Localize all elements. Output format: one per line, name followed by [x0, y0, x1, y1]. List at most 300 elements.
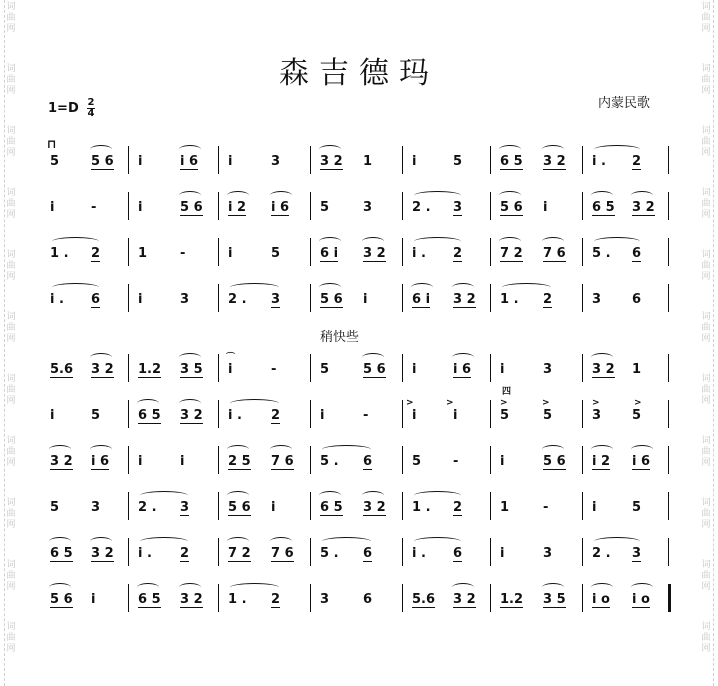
- tie: [230, 399, 279, 408]
- note: 6: [632, 292, 642, 307]
- note: 3: [592, 292, 602, 307]
- watermark-text: 词 曲 网: [6, 126, 16, 158]
- tie: [414, 491, 461, 500]
- slur: [411, 283, 433, 292]
- note: 3 2: [91, 362, 114, 377]
- fermata-mark: ⌒: [226, 353, 236, 363]
- score-line: [40, 350, 680, 388]
- barline: [402, 400, 403, 428]
- score-line: [40, 580, 680, 618]
- slur: [179, 191, 201, 200]
- note: 3: [180, 500, 190, 515]
- barline: [490, 192, 491, 220]
- slur: [137, 399, 159, 408]
- tie: [414, 537, 461, 546]
- note: 3 5: [543, 592, 566, 607]
- accent-mark: >: [542, 398, 550, 408]
- note: 3: [271, 292, 281, 307]
- barline: [128, 492, 129, 520]
- barline: [218, 492, 219, 520]
- slur: [631, 191, 653, 200]
- note: 2: [271, 592, 281, 607]
- barline: [490, 238, 491, 266]
- note: 2: [180, 546, 190, 561]
- barline: [668, 446, 669, 474]
- note: 3: [363, 200, 373, 215]
- tie: [322, 445, 371, 454]
- accent-mark: >: [500, 398, 508, 408]
- slur: [591, 445, 613, 454]
- barline: [218, 192, 219, 220]
- barline: [582, 400, 583, 428]
- slur: [179, 583, 201, 592]
- note: i: [138, 454, 143, 469]
- slur: [49, 537, 71, 546]
- note: 5 .: [320, 454, 339, 469]
- note: 3 2: [632, 200, 655, 215]
- tie: [230, 583, 279, 592]
- watermark-text: 词 曲 网: [701, 622, 711, 654]
- barline: [310, 400, 311, 428]
- note: -: [363, 408, 369, 423]
- note: 6: [632, 246, 642, 261]
- barline: [490, 284, 491, 312]
- note: 1: [500, 500, 510, 515]
- slur: [49, 583, 71, 592]
- note: i 2: [228, 200, 247, 215]
- barline: [490, 538, 491, 566]
- accent-mark: >: [634, 398, 642, 408]
- barline: [582, 284, 583, 312]
- tie: [594, 237, 640, 246]
- slur: [227, 491, 249, 500]
- barline: [128, 538, 129, 566]
- note: i .: [228, 408, 242, 423]
- note: 3 2: [50, 454, 73, 469]
- tie: [140, 537, 188, 546]
- note: 3: [632, 546, 642, 561]
- slur: [179, 145, 201, 154]
- note: i: [138, 292, 143, 307]
- note: i: [500, 454, 505, 469]
- note: 3 2: [543, 154, 566, 169]
- note: 2: [543, 292, 553, 307]
- watermark-text: 词 曲 网: [701, 188, 711, 220]
- accent-mark: >: [406, 398, 414, 408]
- note: 5 6: [543, 454, 566, 469]
- note: i: [320, 408, 325, 423]
- tie: [594, 537, 640, 546]
- slur: [319, 237, 341, 246]
- note: 1 .: [500, 292, 519, 307]
- barline: [490, 492, 491, 520]
- note: i: [412, 362, 417, 377]
- note: 3: [91, 500, 101, 515]
- key-signature: 1=D: [48, 101, 79, 116]
- barline: [668, 238, 669, 266]
- barline: [668, 146, 669, 174]
- score-line: [40, 488, 680, 526]
- note: 6: [91, 292, 101, 307]
- watermark-text: 词 曲 网: [6, 498, 16, 530]
- note: 3 2: [453, 292, 476, 307]
- score-line: [40, 442, 680, 480]
- barline: [128, 400, 129, 428]
- slur: [542, 145, 564, 154]
- note: 5: [453, 154, 463, 169]
- slur: [90, 145, 112, 154]
- watermark-text: 词 曲 网: [6, 2, 16, 34]
- note: 7 2: [228, 546, 251, 561]
- slur: [591, 353, 613, 362]
- slur: [591, 191, 613, 200]
- barline: [218, 146, 219, 174]
- final-barline: [668, 584, 671, 612]
- note: 6 i: [412, 292, 431, 307]
- note: 6: [363, 592, 373, 607]
- watermark-text: 词 曲 网: [6, 622, 16, 654]
- note: 1 .: [228, 592, 247, 607]
- slur: [270, 537, 292, 546]
- song-origin: 内蒙民歌: [598, 96, 651, 111]
- note: 5.6: [412, 592, 436, 607]
- tie: [502, 283, 551, 292]
- note: i .: [412, 246, 426, 261]
- barline: [582, 146, 583, 174]
- barline: [310, 192, 311, 220]
- note: 1: [632, 362, 642, 377]
- slur: [362, 353, 384, 362]
- accent-mark: >: [592, 398, 600, 408]
- score-line: [40, 280, 680, 318]
- note: 1 .: [50, 246, 69, 261]
- note: -: [543, 500, 549, 515]
- note: 3 2: [363, 246, 386, 261]
- watermark-text: 词 曲 网: [701, 312, 711, 344]
- note: 5 6: [50, 592, 73, 607]
- slur: [362, 491, 384, 500]
- watermark-text: 词 曲 网: [701, 436, 711, 468]
- note: i: [91, 592, 96, 607]
- barline: [668, 354, 669, 382]
- note: 2 .: [228, 292, 247, 307]
- slur: [179, 399, 201, 408]
- note: 5 .: [320, 546, 339, 561]
- note: 1 .: [412, 500, 431, 515]
- watermark-text: 词 曲 网: [6, 436, 16, 468]
- note: 3 2: [180, 408, 203, 423]
- note: i 6: [91, 454, 110, 469]
- note: 6: [453, 546, 463, 561]
- bow-mark: ⊓: [47, 137, 57, 151]
- note: -: [271, 362, 277, 377]
- slur: [90, 353, 112, 362]
- section-number: 四: [502, 387, 512, 397]
- note: -: [180, 246, 186, 261]
- tie: [414, 191, 461, 200]
- slur: [137, 583, 159, 592]
- barline: [668, 492, 669, 520]
- note: 1.2: [500, 592, 524, 607]
- barline: [582, 354, 583, 382]
- barline: [490, 400, 491, 428]
- note: 5.6: [50, 362, 74, 377]
- note: 1.2: [138, 362, 162, 377]
- note: 3: [180, 292, 190, 307]
- score-line: [40, 142, 680, 180]
- note: i: [271, 500, 276, 515]
- note: 3: [453, 200, 463, 215]
- note: 7 6: [543, 246, 566, 261]
- barline: [310, 538, 311, 566]
- accent-mark: >: [446, 398, 454, 408]
- note: 3 2: [453, 592, 476, 607]
- tie: [230, 283, 279, 292]
- barline: [310, 284, 311, 312]
- tie: [414, 237, 461, 246]
- watermark-text: 词 曲 网: [701, 498, 711, 530]
- barline: [218, 354, 219, 382]
- note: 6 5: [138, 592, 161, 607]
- score-line: [40, 534, 680, 572]
- note: 3 2: [363, 500, 386, 515]
- note: i: [50, 408, 55, 423]
- note: 3 2: [592, 362, 615, 377]
- slur: [542, 237, 564, 246]
- note: i .: [50, 292, 64, 307]
- slur: [631, 583, 653, 592]
- slur: [542, 583, 564, 592]
- note: 5: [271, 246, 281, 261]
- barline: [490, 584, 491, 612]
- slur: [319, 283, 341, 292]
- watermark-text: 词 曲 网: [6, 560, 16, 592]
- watermark-text: 词 曲 网: [6, 64, 16, 96]
- note: i: [180, 454, 185, 469]
- slur: [227, 537, 249, 546]
- note: 3: [320, 592, 330, 607]
- time-signature-top: 2: [87, 97, 95, 108]
- note: 5: [412, 454, 422, 469]
- note: i: [592, 500, 597, 515]
- watermark-text: 词 曲 网: [701, 126, 711, 158]
- barline: [218, 538, 219, 566]
- note: i: [412, 154, 417, 169]
- slur: [270, 445, 292, 454]
- slur: [362, 237, 384, 246]
- slur: [319, 145, 341, 154]
- note: 6 5: [592, 200, 615, 215]
- slur: [499, 145, 521, 154]
- note: 7 6: [271, 454, 294, 469]
- barline: [310, 492, 311, 520]
- note: -: [91, 200, 97, 215]
- barline: [218, 446, 219, 474]
- score-line: [40, 387, 680, 434]
- barline: [128, 146, 129, 174]
- barline: [310, 354, 311, 382]
- barline: [582, 192, 583, 220]
- slur: [452, 283, 474, 292]
- note: 2: [453, 500, 463, 515]
- barline: [402, 192, 403, 220]
- barline: [490, 146, 491, 174]
- note: 6 5: [138, 408, 161, 423]
- note: 1: [138, 246, 148, 261]
- note: 2 .: [138, 500, 157, 515]
- score-line: [40, 234, 680, 272]
- note: 7 6: [271, 546, 294, 561]
- tempo-mark: 稍快些: [320, 330, 360, 345]
- barline: [402, 238, 403, 266]
- tie: [52, 237, 99, 246]
- barline: [668, 400, 669, 428]
- slur: [90, 537, 112, 546]
- barline: [668, 538, 669, 566]
- note: i .: [592, 154, 606, 169]
- note: 3: [543, 362, 553, 377]
- note: 6 5: [320, 500, 343, 515]
- slur: [452, 583, 474, 592]
- note: i o: [592, 592, 610, 607]
- barline: [402, 146, 403, 174]
- tie: [322, 537, 371, 546]
- note: 3: [543, 546, 553, 561]
- slur: [591, 583, 613, 592]
- song-title: 森吉德玛: [279, 56, 439, 91]
- note: i: [228, 362, 233, 377]
- time-signature-bottom: 4: [87, 108, 95, 119]
- note: 5 6: [180, 200, 203, 215]
- barline: [128, 584, 129, 612]
- note: i: [228, 246, 233, 261]
- note: 5 6: [91, 154, 114, 169]
- slur: [90, 445, 112, 454]
- note: 1: [363, 154, 373, 169]
- score-line: [40, 188, 680, 226]
- note: i .: [138, 546, 152, 561]
- note: 5: [543, 408, 553, 423]
- slur: [319, 491, 341, 500]
- barline: [582, 492, 583, 520]
- watermark-text: 词 曲 网: [6, 188, 16, 220]
- note: i o: [632, 592, 650, 607]
- watermark-text: 词 曲 网: [701, 2, 711, 34]
- note: i 6: [271, 200, 290, 215]
- barline: [402, 538, 403, 566]
- slur: [49, 445, 71, 454]
- barline: [582, 238, 583, 266]
- note: 5: [320, 362, 330, 377]
- note: 3 2: [91, 546, 114, 561]
- time-signature: [86, 98, 96, 119]
- note: 5: [50, 154, 60, 169]
- note: -: [453, 454, 459, 469]
- barline: [218, 238, 219, 266]
- watermark-text: 词 曲 网: [6, 250, 16, 282]
- note: 5: [500, 408, 510, 423]
- slur: [542, 445, 564, 454]
- note: 5 .: [592, 246, 611, 261]
- barline: [128, 238, 129, 266]
- note: 5: [632, 500, 642, 515]
- note: 5 6: [363, 362, 386, 377]
- note: i: [453, 408, 458, 423]
- watermark-text: 词 曲 网: [701, 374, 711, 406]
- note: i 6: [453, 362, 472, 377]
- barline: [490, 446, 491, 474]
- watermark-text: 词 曲 网: [6, 312, 16, 344]
- barline: [582, 538, 583, 566]
- watermark-text: 词 曲 网: [701, 250, 711, 282]
- note: i: [228, 154, 233, 169]
- note: i 2: [592, 454, 611, 469]
- note: 6 i: [320, 246, 339, 261]
- note: 5: [50, 500, 60, 515]
- note: 3: [592, 408, 602, 423]
- note: i: [543, 200, 548, 215]
- note: 6: [363, 546, 373, 561]
- tie: [52, 283, 99, 292]
- barline: [218, 284, 219, 312]
- note: 3 2: [180, 592, 203, 607]
- note: 7 2: [500, 246, 523, 261]
- note: i 6: [632, 454, 651, 469]
- note: 3 2: [320, 154, 343, 169]
- note: i: [363, 292, 368, 307]
- barline: [128, 284, 129, 312]
- note: 6: [363, 454, 373, 469]
- note: 6 5: [50, 546, 73, 561]
- note: 5: [632, 408, 642, 423]
- barline: [582, 584, 583, 612]
- barline: [402, 584, 403, 612]
- barline: [582, 446, 583, 474]
- note: i: [412, 408, 417, 423]
- barline: [402, 354, 403, 382]
- barline: [128, 192, 129, 220]
- watermark-text: 词 曲 网: [6, 374, 16, 406]
- watermark-text: 词 曲 网: [701, 560, 711, 592]
- tie: [140, 491, 188, 500]
- note: 3 5: [180, 362, 203, 377]
- note: 2 .: [412, 200, 431, 215]
- note: 5 6: [320, 292, 343, 307]
- barline: [218, 584, 219, 612]
- note: 2: [632, 154, 642, 169]
- watermark-text: 词 曲 网: [701, 64, 711, 96]
- note: 2: [91, 246, 101, 261]
- note: i: [138, 154, 143, 169]
- note: 2 5: [228, 454, 251, 469]
- slur: [179, 353, 201, 362]
- barline: [218, 400, 219, 428]
- barline: [128, 354, 129, 382]
- note: 2: [271, 408, 281, 423]
- tie: [594, 145, 640, 154]
- barline: [402, 284, 403, 312]
- note: 5 6: [228, 500, 251, 515]
- barline: [310, 584, 311, 612]
- slur: [499, 237, 521, 246]
- barline: [668, 192, 669, 220]
- slur: [270, 191, 292, 200]
- note: i: [500, 362, 505, 377]
- barline: [310, 446, 311, 474]
- note: 5: [91, 408, 101, 423]
- slur: [227, 445, 249, 454]
- barline: [490, 354, 491, 382]
